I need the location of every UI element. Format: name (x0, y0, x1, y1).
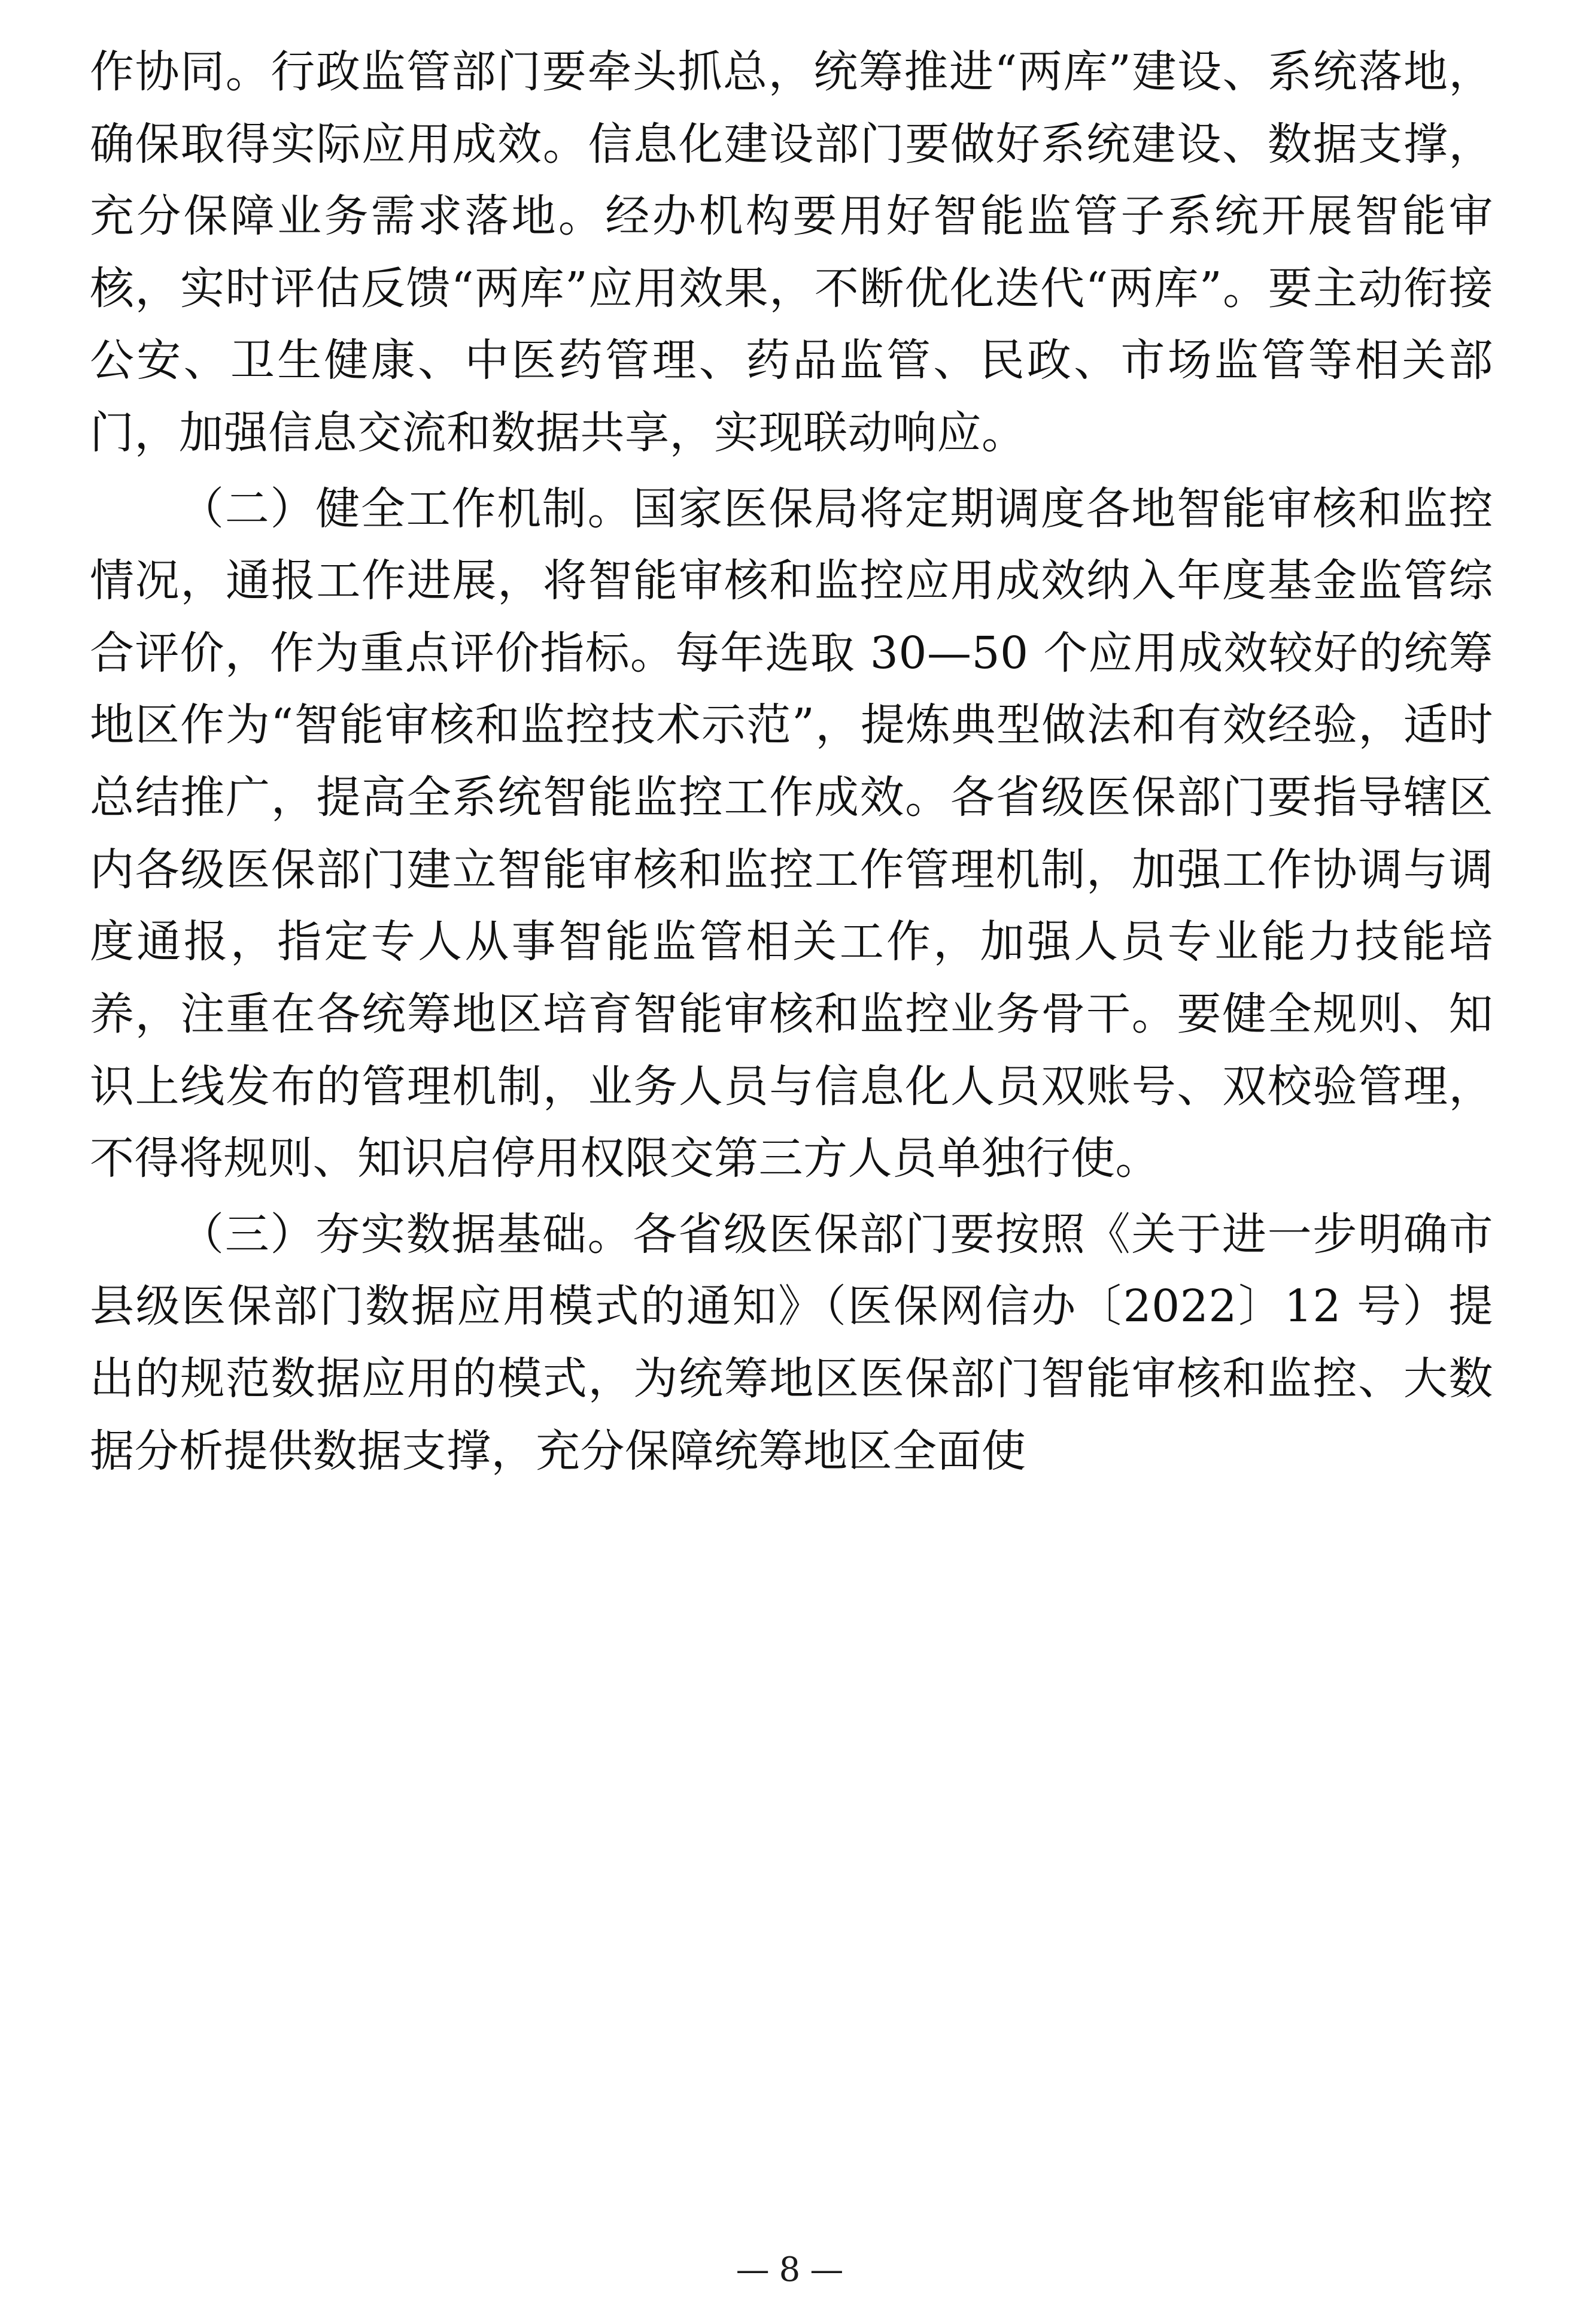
paragraph-section-two: （二）健全工作机制。国家医保局将定期调度各地智能审核和监控情况，通报工作进展，将智能审核和监控应用成效纳入年度基金监管综合评价，作为重点评价指标。每年选取 30—50 个应用成效较好的统筹地区作为“智能审核和监控技术示范”，提炼典型做法和有效经验，适时总结推广，提高全系统智能监控工作成效。各省级医保部门要指导辖区内各级医保部门建立智能审核和监控工作管理机制，加强工作协调与调度通报，指定专人从事智能监管相关工作，加强人员专业能力技能培养，注重在各统筹地区培育智能审核和监控业务骨干。要健全规则、知识上线发布的管理机制，业务人员与信息化人员双账号、双校验管理，不得将规则、知识启停用权限交第三方人员单独行使。 (90, 483, 1493, 1185)
paragraph-continuation: 作协同。行政监管部门要牵头抓总，统筹推进“两库”建设、系统落地，确保取得实际应用成效。信息化建设部门要做好系统建设、数据支撑，充分保障业务需求落地。经办机构要用好智能监管子系统开展智能审核，实时评估反馈“两库”应用效果，不断优化迭代“两库”。要主动衔接公安、卫生健康、中医药管理、药品监管、民政、市场监管等相关部门，加强信息交流和数据共享，实现联动响应。 (90, 46, 1493, 459)
page-number (0, 2250, 1583, 2289)
page-number-value: 8 (779, 2250, 804, 2289)
paragraph-section-three: （三）夯实数据基础。各省级医保部门要按照《关于进一步明确市县级医保部门数据应用模式的通知》（医保网信办〔2022〕12 号）提出的规范数据应用的模式，为统筹地区医保部门智能审核和监控、大数据分析提供数据支撑，充分保障统筹地区全面使 (90, 1208, 1493, 1477)
document-body (90, 36, 1493, 1487)
page-number-dash-right: — (810, 2250, 847, 2289)
page-number-dash-left: — (736, 2250, 773, 2289)
